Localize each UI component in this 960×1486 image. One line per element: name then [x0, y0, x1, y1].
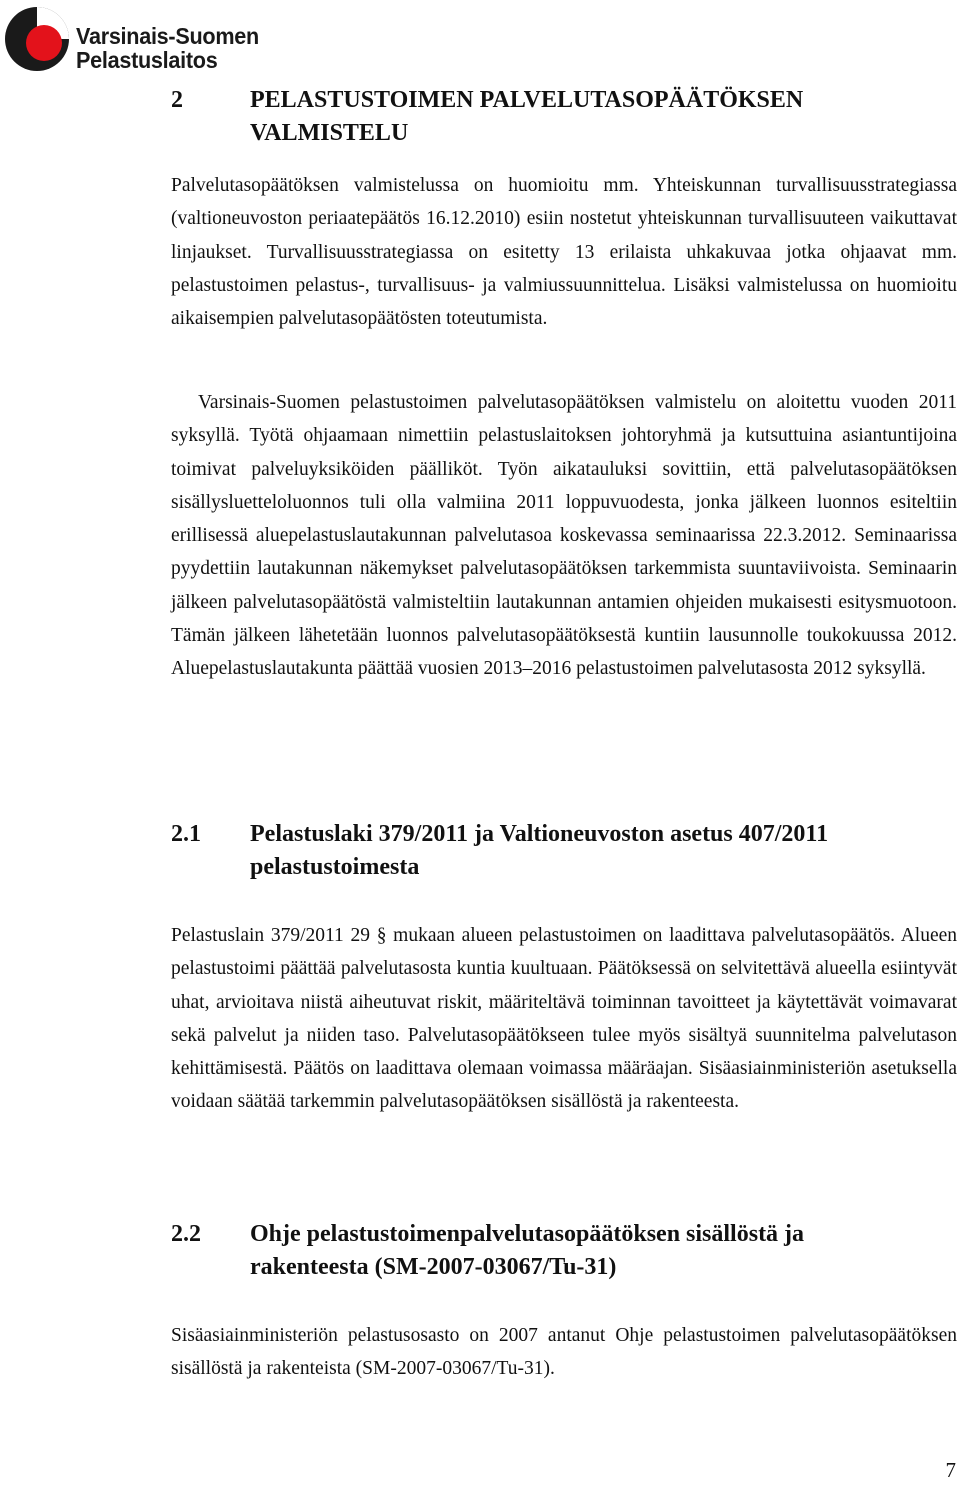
logo-line-1: Varsinais-Suomen: [76, 23, 259, 49]
section-number: 2.2: [171, 1221, 201, 1247]
section-number: 2.1: [171, 821, 201, 847]
page-number: 7: [945, 1458, 956, 1482]
section-2-paragraph-1: Palvelutasopäätöksen valmistelussa on huomioitu mm. Yhteiskunnan turvallisuusstrategiassa (valtioneuvoston periaatepäätös 16.12.2010) esiin nostetut yhteiskunnan turvallisuuteen vaikuttavat linjaukset. Turvallisuusstrategiassa on esitetty 13 erilaista uhkakuvaa jotka ohjaavat mm. pelastustoimen pelastus-, turvallisuus- ja valmiussuunnittelua. Lisäksi valmistelussa on huomioitu aikaisempien palvelutasopäätösten toteutumista.: [171, 175, 957, 330]
section-title: Pelastuslaki 379/2011 ja Valtioneuvoston asetus 407/2011 pelastustoimesta: [250, 821, 829, 880]
section-title: PELASTUSTOIMEN PALVELUTASOPÄÄTÖKSEN VALMISTELU: [250, 87, 804, 146]
logo-line-2: Pelastuslaitos: [76, 47, 218, 73]
logo-mark-icon: [2, 2, 72, 76]
logo-wordmark: [76, 24, 259, 72]
section-title: Ohje pelastustoimenpalvelutasopäätöksen sisällöstä ja rakenteesta (SM-2007-03067/Tu-31): [250, 1221, 805, 1280]
section-2-2-paragraph: Sisäasiainministeriön pelastusosasto on 2007 antanut Ohje pelastustoimen palvelutasopäätöksen sisällöstä ja rakenteista (SM-2007-03067/Tu-31).: [171, 1325, 957, 1380]
section-2-paragraph-2: [171, 386, 957, 686]
paragraph-text: Varsinais-Suomen pelastustoimen palvelutasopäätöksen valmistelu on aloitettu vuoden 2011 syksyllä. Työtä ohjaamaan nimettiin pelastuslaitoksen johtoryhmä ja kutsuttuina asiantuntijoina toimivat palveluyksiköiden päälliköt. Työn aikatauluksi sovittiin, että palvelutasopäätöksen sisällysluetteloluonnos tuli olla valmiina 2011 loppuvuodesta, jonka jälkeen luonnos esiteltiin erillisessä aluepelastuslautakunnan palvelutasoa koskevassa seminaarissa 22.3.2012. Seminaarissa pyydettiin lautakunnan näkemykset palvelutasopäätöksen tarkemmista suuntaviivoista. Seminaarin jälkeen palvelutasopäätöstä valmisteltiin lautakunnan antamien ohjeiden mukaisesti esitysmuotoon. Tämän jälkeen lähetetään luonnos palvelutasopäätöksestä kuntiin lausunnolle toukokuussa 2012. Aluepelastuslautakunta päättää vuosien 2013–2016 pelastustoimen palvelutasosta 2012 syksyllä.: [171, 392, 957, 680]
section-number: 2: [171, 87, 183, 113]
organization-logo: [2, 2, 282, 78]
section-2-1-paragraph: Pelastuslain 379/2011 29 § mukaan alueen pelastustoimen on laadittava palvelutasopäätös. Alueen pelastustoimi päättää palvelutasosta kuntia kuultuaan. Päätöksessä on selvitettävä alueella esiintyvät uhat, arvioitava niistä aiheutuvat riskit, määriteltävä toiminnan tavoitteet ja käytettävät voimavarat sekä palvelut ja niiden taso. Palvelutasopäätökseen tulee myös sisältyä suunnitelma palvelutason kehittämisestä. Päätös on laadittava olemaan voimassa määräajan. Sisäasiainministeriön asetuksella voidaan säätää tarkemmin palvelutasopäätöksen sisällöstä ja rakenteesta.: [171, 925, 957, 1113]
